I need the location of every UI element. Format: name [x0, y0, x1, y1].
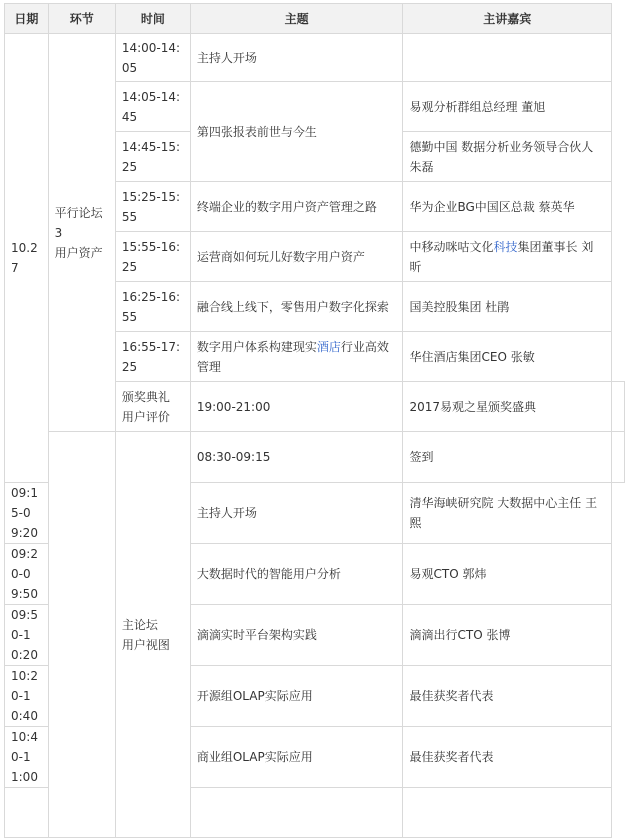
time-cell: 14:00-14:05	[115, 34, 190, 82]
topic-cell: 融合线上线下，零售用户数字化探索	[190, 282, 403, 332]
speaker-text: 中移动咪咕文化	[409, 239, 494, 254]
segment-line: 用户资产	[54, 245, 103, 260]
topic-cell: 滴滴实时平台架构实践	[190, 605, 403, 666]
time-cell: 09:15-09:20	[5, 483, 49, 544]
topic-cell	[190, 332, 403, 382]
topic-cell: 开源组OLAP实际应用	[190, 666, 403, 727]
header-speaker: 主讲嘉宾	[403, 4, 612, 34]
time-cell: 09:20-09:50	[5, 544, 49, 605]
topic-cell: 运营商如何玩儿好数字用户资产	[190, 232, 403, 282]
topic-cell: 终端企业的数字用户资产管理之路	[190, 182, 403, 232]
speaker-cell: 华为企业BG中国区总裁 蔡英华	[403, 182, 612, 232]
speaker-cell: 易观分析群组总经理 董旭	[403, 82, 612, 132]
speaker-cell	[403, 788, 612, 838]
speaker-cell: 易观CTO 郭炜	[403, 544, 612, 605]
date-cell-day1: 10.27	[5, 34, 49, 483]
speaker-cell	[612, 432, 625, 483]
topic-cell: 第四张报表前世与今生	[190, 82, 403, 182]
segment-line: 用户评价	[121, 409, 170, 424]
schedule-table	[4, 3, 625, 838]
speaker-cell: 最佳获奖者代表	[403, 727, 612, 788]
speaker-cell	[403, 232, 612, 282]
date-cell-day2	[48, 432, 115, 838]
time-cell: 15:25-15:55	[115, 182, 190, 232]
topic-cell: 主持人开场	[190, 483, 403, 544]
table-row	[5, 432, 625, 483]
topic-text: 数字用户体系构建现实	[196, 339, 317, 354]
speaker-cell: 清华海峡研究院 大数据中心主任 王熙	[403, 483, 612, 544]
time-cell: 15:55-16:25	[115, 232, 190, 282]
topic-cell: 2017易观之星颁奖盛典	[403, 382, 612, 432]
speaker-cell: 德勤中国 数据分析业务领导合伙人 朱磊	[403, 132, 612, 182]
keyword-link[interactable]: 酒店	[316, 339, 341, 354]
header-time: 时间	[115, 4, 190, 34]
segment-award-ceremony	[115, 382, 190, 432]
keyword-link[interactable]: 科技	[493, 239, 518, 254]
topic-cell: 商业组OLAP实际应用	[190, 727, 403, 788]
topic-cell: 主持人开场	[190, 34, 403, 82]
header-segment: 环节	[48, 4, 115, 34]
time-cell: 19:00-21:00	[190, 382, 403, 432]
time-cell: 10:20-10:40	[5, 666, 49, 727]
speaker-cell: 华住酒店集团CEO 张敏	[403, 332, 612, 382]
segment-line: 颁奖典礼	[121, 389, 170, 404]
time-cell: 08:30-09:15	[190, 432, 403, 483]
segment-parallel-forum	[48, 34, 115, 432]
header-row	[5, 4, 625, 34]
time-cell	[5, 788, 49, 838]
topic-cell	[190, 788, 403, 838]
segment-line: 平行论坛	[54, 205, 103, 220]
time-cell: 14:45-15:25	[115, 132, 190, 182]
topic-cell: 签到	[403, 432, 612, 483]
header-topic: 主题	[190, 4, 403, 34]
time-cell: 09:50-10:20	[5, 605, 49, 666]
segment-line: 用户视图	[121, 637, 170, 652]
time-cell: 14:05-14:45	[115, 82, 190, 132]
speaker-cell	[403, 34, 612, 82]
time-cell: 16:25-16:55	[115, 282, 190, 332]
time-cell: 16:55-17:25	[115, 332, 190, 382]
topic-text: 行业高效管理	[196, 339, 389, 374]
speaker-cell	[612, 382, 625, 432]
time-cell: 10:40-11:00	[5, 727, 49, 788]
segment-main-forum	[115, 432, 190, 838]
speaker-cell: 最佳获奖者代表	[403, 666, 612, 727]
speaker-cell: 滴滴出行CTO 张博	[403, 605, 612, 666]
speaker-text: 集团董事长 刘昕	[409, 239, 594, 274]
segment-line: 3	[54, 225, 63, 240]
header-date: 日期	[5, 4, 49, 34]
topic-cell: 大数据时代的智能用户分析	[190, 544, 403, 605]
segment-line: 主论坛	[121, 617, 158, 632]
table-row	[5, 34, 625, 82]
speaker-cell: 国美控股集团 杜鹃	[403, 282, 612, 332]
